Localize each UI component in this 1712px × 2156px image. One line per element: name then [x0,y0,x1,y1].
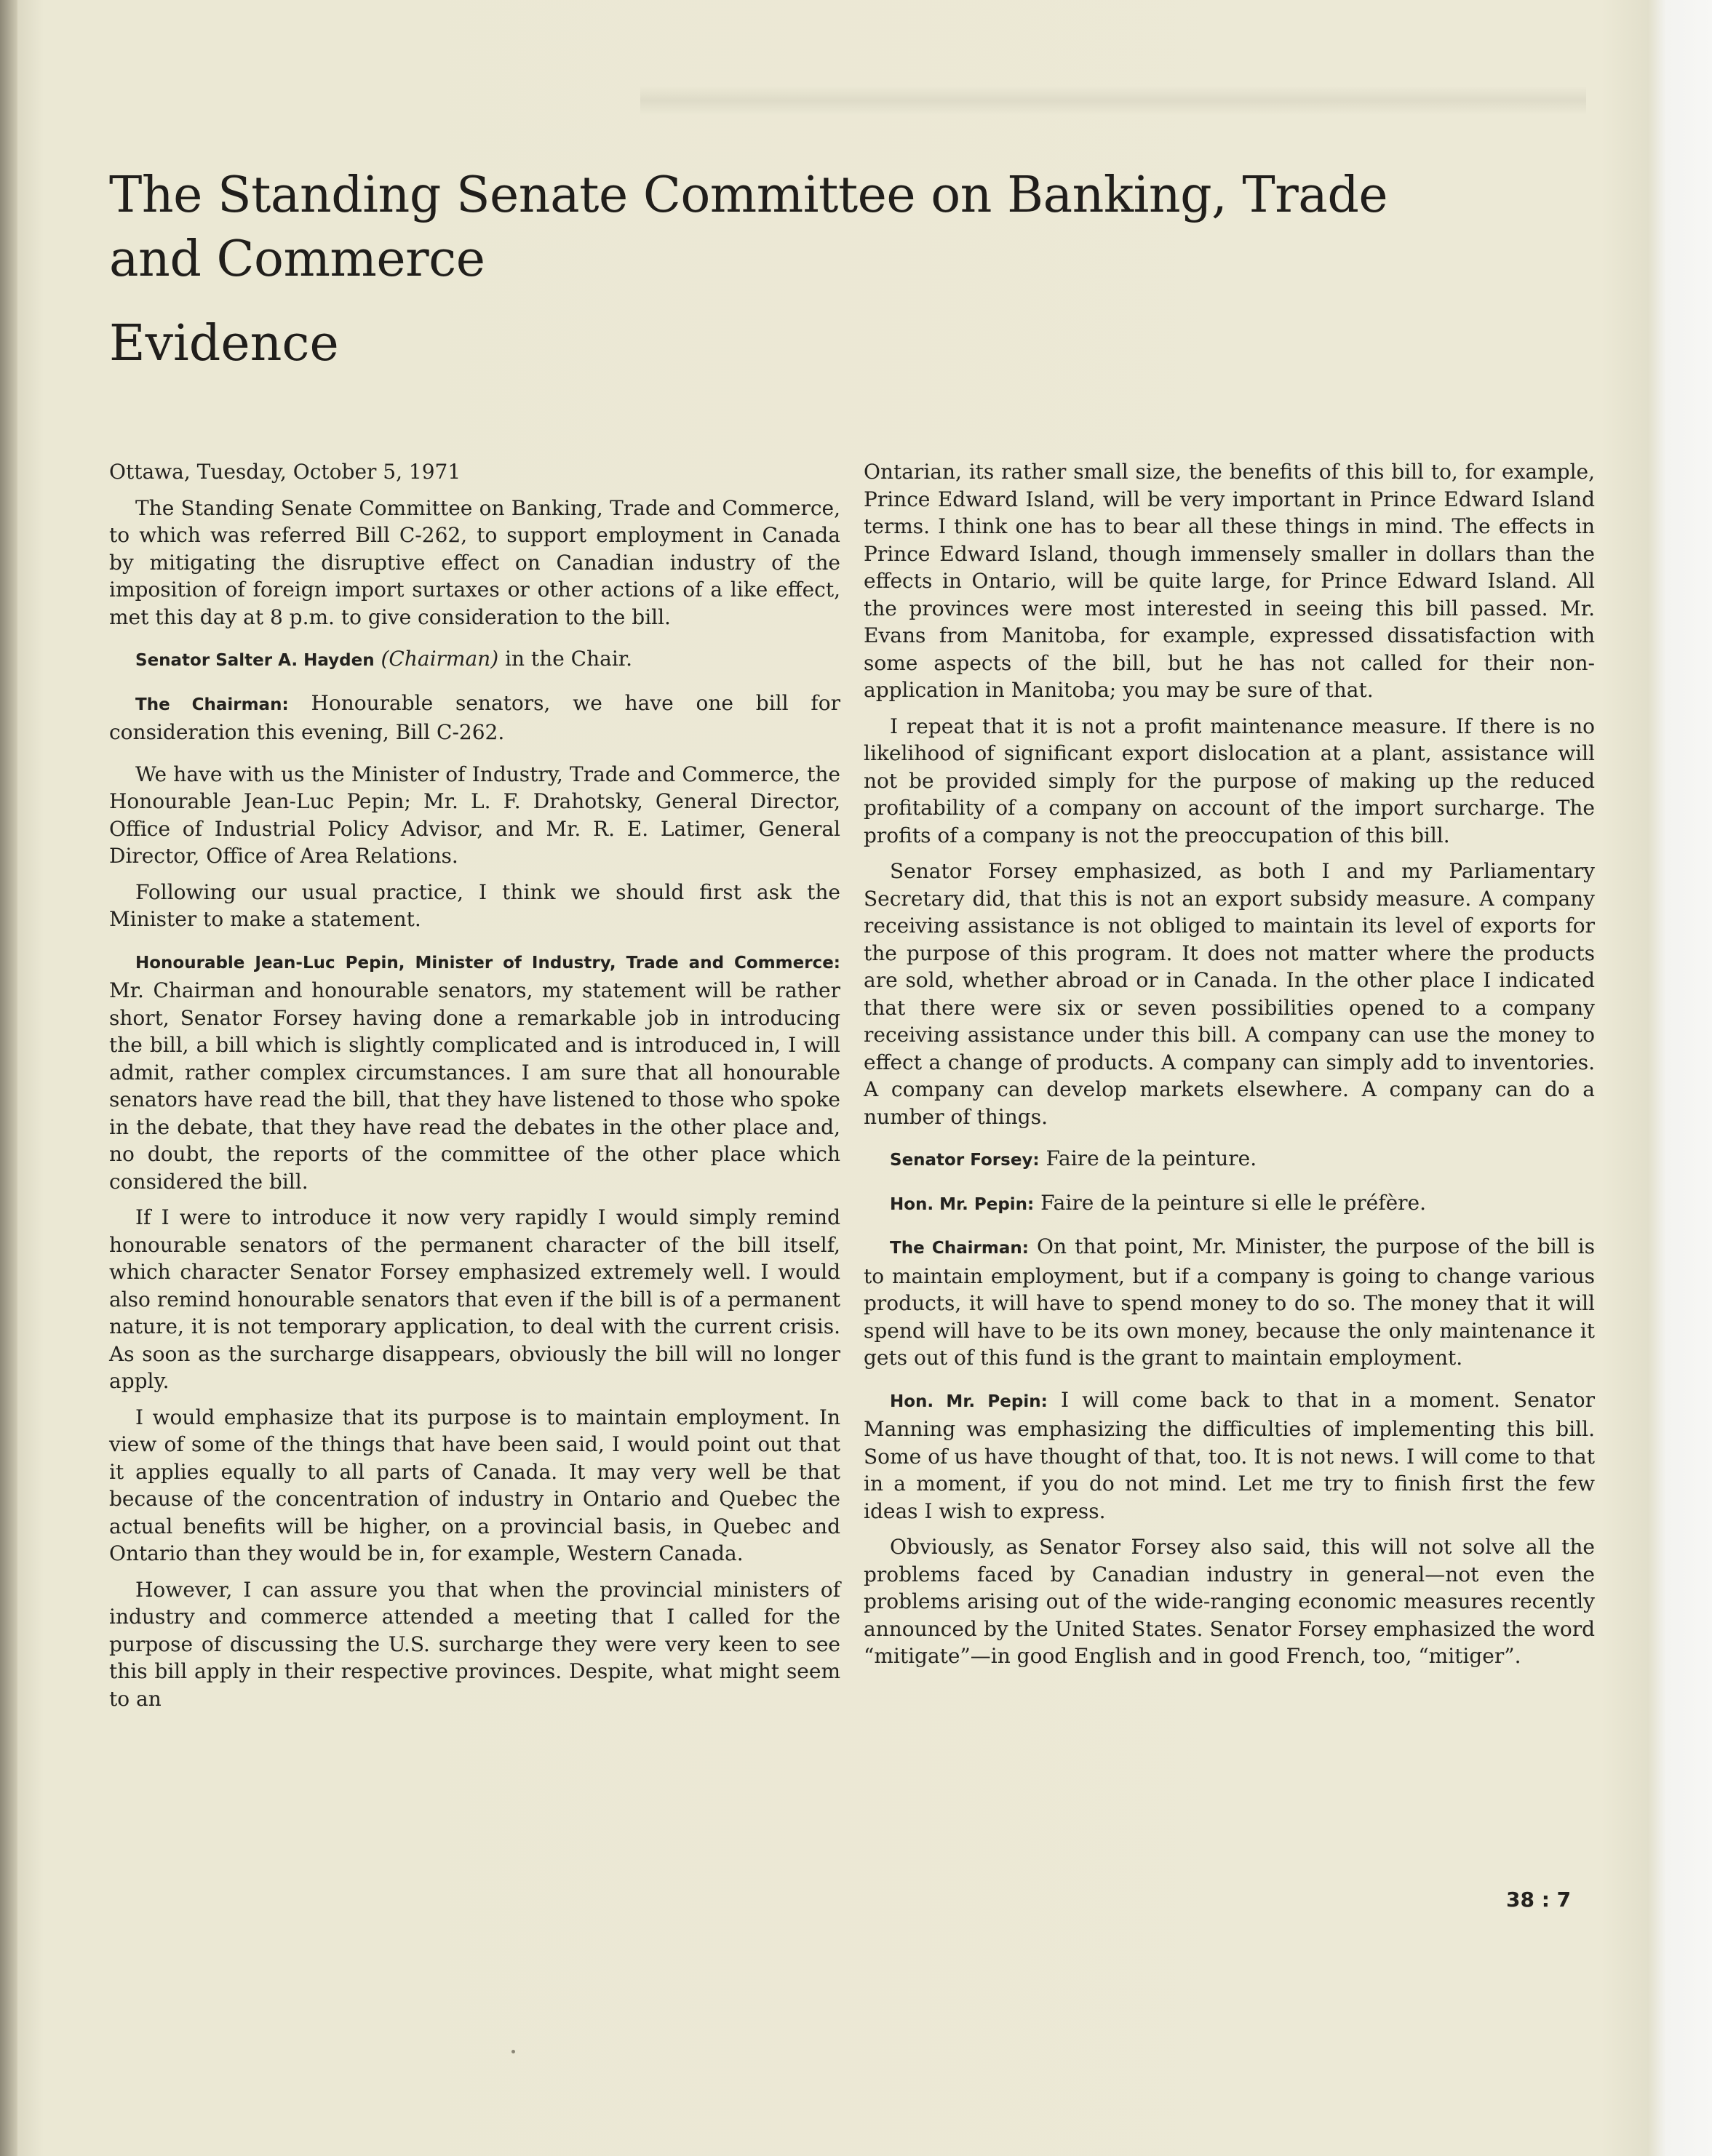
paragraph: Senator Forsey emphasized, as both I and my Parliamentary Secretary did, that this is not an export subsidy measure. A company receiving assistance is not obliged to maintain its level of exports for the purpose of this program. It does not matter where the products are sold, whether abroad or in Canada. In the other place I indicated that there were six or seven possibilities opened to a company receiving assistance under this bill. A company can use the money to effect a change of products. A company can simply add to inventories. A company can develop markets elsewhere. A company can do a number of things. [864,859,1595,1129]
paragraph [864,1189,1595,1219]
chair-suffix: in the Chair. [498,647,632,671]
speaker-label: The Chairman: [890,1239,1029,1258]
paragraph: We have with us the Minister of Industry, Trade and Commerce, the Honourable Jean-Luc Pepin; Mr. L. F. Drahotsky, General Director, Office of Industrial Policy Advisor, and Mr. R. E. Latimer, General Director, Office of Area Relations. [109,762,840,868]
page-subtitle: Evidence [109,315,339,372]
speaker-label: Senator Forsey: [890,1151,1040,1170]
speech-text: Faire de la peinture. [1039,1146,1257,1170]
paragraph [864,1386,1595,1525]
speaker-label: Hon. Mr. Pepin: [890,1194,1035,1214]
chair-line [109,645,840,675]
chair-role: (Chairman) [381,647,499,671]
dateline: Ottawa, Tuesday, October 5, 1971 [109,460,461,484]
paragraph: I repeat that it is not a profit maintenance measure. If there is no likelihood of significant export dislocation at a plant, assistance will not be provided simply for the purpose of making up the reduced profitability of a company on account of the import surcharge. The profits of a company is not the preoccupation of this bill. [864,714,1595,847]
chair-name: Senator Salter A. Hayden [135,651,375,670]
paragraph [109,690,840,746]
page-title: The Standing Senate Committee on Banking, Trade and Commerce [109,167,1388,288]
speech-text: I will come back to that in a moment. Senator Manning was emphasizing the difficulties of implementing this bill. Some of us have thought of that, too. It is not news. I will come to that in a moment, if you do not mind. Let me try to finish first the few ideas I wish to express. [864,1387,1595,1523]
speaker-label: The Chairman: [135,695,289,714]
paragraph: However, I can assure you that when the provincial ministers of industry and commerce attended a meeting that I called for the purpose of discussing the U.S. surcharge they were very keen to see this bill apply in their respective provinces. Despite, what might seem to an [109,1577,840,1711]
paragraph: Ontarian, its rather small size, the benefits of this bill to, for example, Prince Edward Island, will be very important in Prince Edward Island terms. I think one has to bear all these things in mind. The effects in Prince Edward Island, though immensely smaller in dollars than the effects in Ontario, will be quite large, for Prince Edward Island. All the provinces were most interested in seeing this bill passed. Mr. Evans from Manitoba, for example, expressed dissatisfaction with some aspects of the bill, but he has not called for their non-application in Manitoba; you may be sure of that. [864,460,1595,702]
intro-paragraph: The Standing Senate Committee on Banking, Trade and Commerce, to which was referred Bill C-262, to support employment in Canada by mitigating the disruptive effect on Canadian industry of the imposition of foreign import surtaxes or other actions of a like effect, met this day at 8 p.m. to give consideration to the bill. [109,495,840,629]
paragraph: Obviously, as Senator Forsey also said, this will not solve all the problems faced by Canadian industry in general—not even the problems arising out of the wide-ranging economic measures recently announced by the United States. Senator Forsey emphasized the word “mitigate”—in good English and in good French, too, “mitiger”. [864,1535,1595,1668]
right-column [864,458,1595,1679]
paragraph [864,1145,1595,1175]
show-through-header [640,86,1586,115]
speech-text: Mr. Chairman and honourable senators, my statement will be rather short, Senator Forsey having done a remarkable job in introducing the bill, a bill which is slightly complicated and is introduced in, I will admit, rather complex circumstances. I am sure that all honourable senators have read the bill, that they have listened to those who spoke in the debate, that they have read the debates in the other place and, no doubt, the reports of the committee of the other place which considered the bill. [109,978,840,1194]
speaker-label: Honourable Jean-Luc Pepin, Minister of Industry, Trade and Commerce: [135,953,840,973]
paragraph: If I were to introduce it now very rapidly I would simply remind honourable senators of the permanent character of the bill itself, which character Senator Forsey emphasized extremely well. I would also remind honourable senators that even if the bill is of a permanent nature, it is not temporary application, to deal with the current crisis. As soon as the surcharge disappears, obviously the bill will no longer apply. [109,1205,840,1393]
paragraph [109,948,840,1196]
paragraph: I would emphasize that its purpose is to maintain employment. In view of some of the things that have been said, I would point out that it applies equally to all parts of Canada. It may very well be that because of the concentration of industry in Ontario and Quebec the actual benefits will be higher, on a provincial basis, in Quebec and Ontario than they would be in, for example, Western Canada. [109,1405,840,1565]
book-spine-shadow [0,0,17,2156]
paper-speck [511,2050,515,2053]
left-column [109,458,840,1721]
speech-text: Faire de la peinture si elle le préfère. [1034,1190,1427,1215]
page-number: 38 : 7 [1506,1888,1572,1912]
paragraph [864,1233,1595,1372]
speech-text: On that point, Mr. Minister, the purpose of the bill is to maintain employment, but if a company is going to change various products, it will have to spend money to do so. The money that it will spend will have to be its own money, because the only maintenance it gets out of this fund is the grant to maintain employment. [864,1234,1596,1370]
paragraph: Following our usual practice, I think we should first ask the Minister to make a statement. [109,879,840,931]
heading-block [109,164,1477,376]
speech-text: Honourable senators, we have one bill for consideration this evening, Bill C-262. [109,690,840,744]
speaker-label: Hon. Mr. Pepin: [890,1392,1048,1411]
